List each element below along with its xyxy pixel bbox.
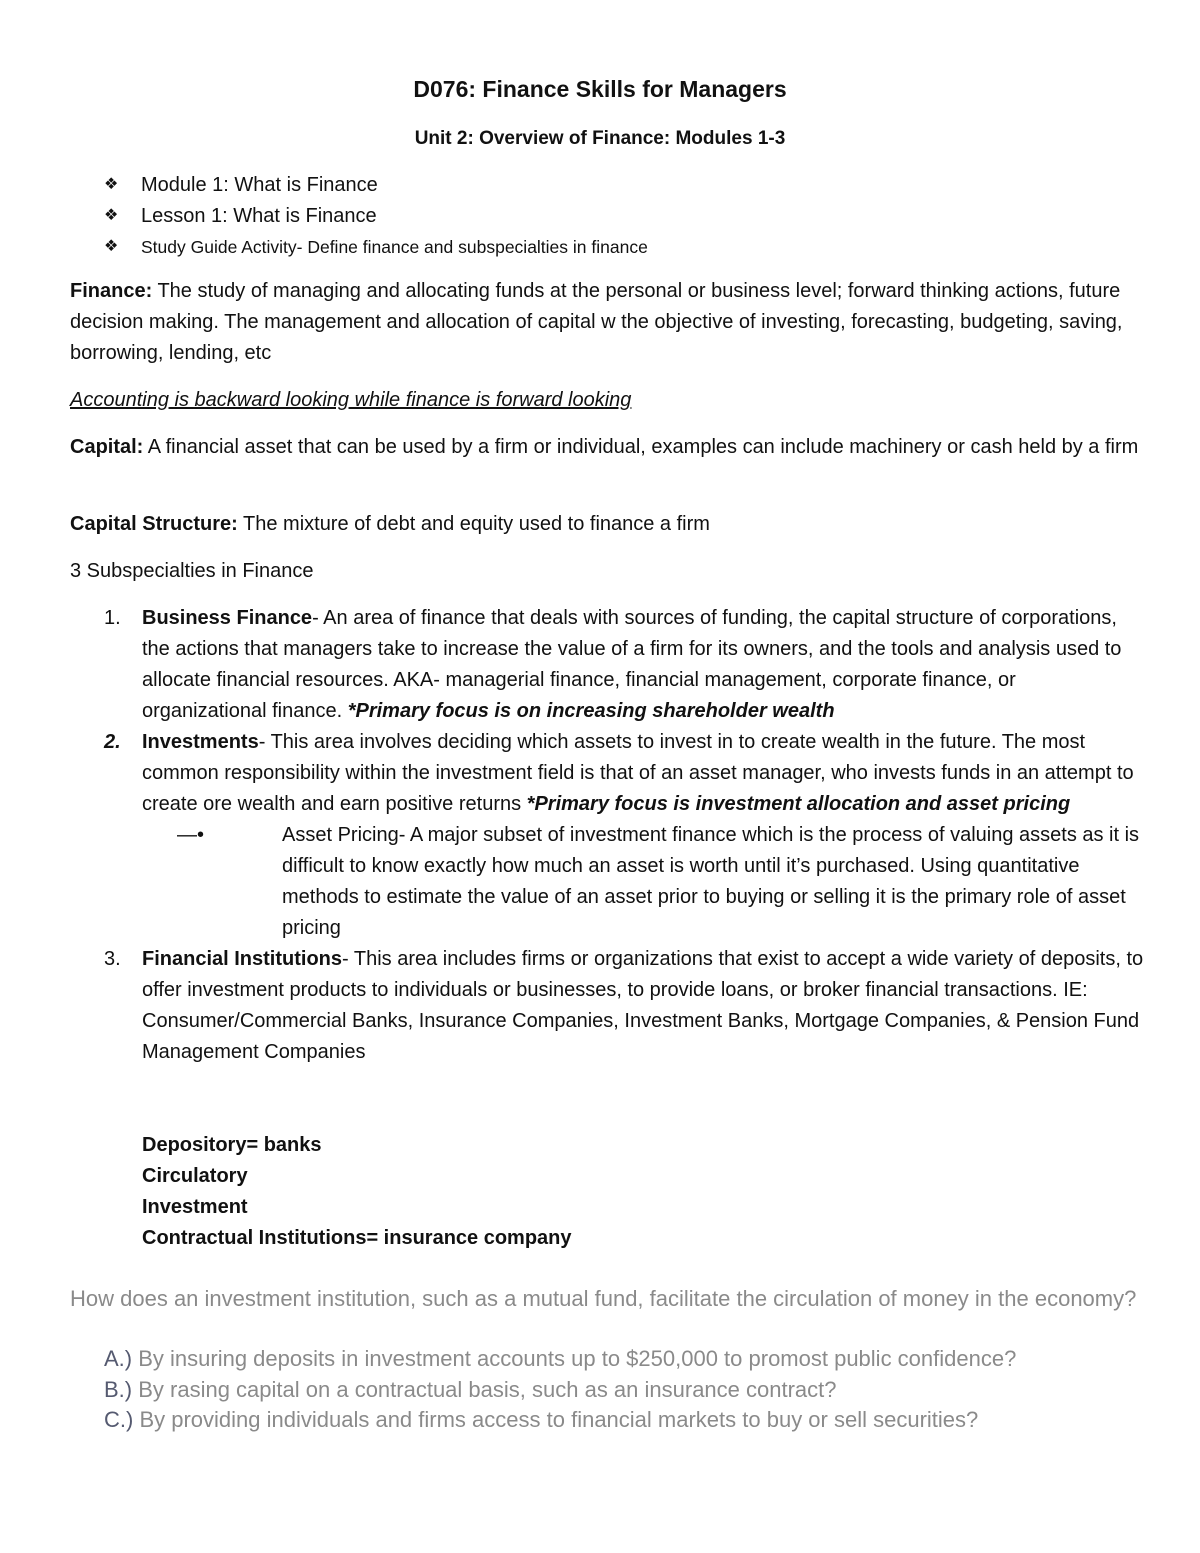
capital-definition-text: A financial asset that can be used by a firm or individual, examples can include machinery or cash held by a firm: [143, 436, 1139, 458]
option-letter: B.): [104, 1376, 133, 1402]
finance-term: Finance:: [70, 280, 153, 302]
subspecialty-text: - This area involves deciding which assets to invest in to create wealth in the future. The most common responsibility within the investment field is that of an asset manager, who invests funds in an attempt to create ore wealth and earn positive returns: [142, 731, 1134, 815]
finance-definition-text: The study of managing and allocating funds at the personal or business level; forward thinking actions, future decision making. The management and allocation of capital w the objective of investing, forecasting, budgeting, saving, borrowing, lending, etc: [70, 280, 1123, 364]
item-number: 3.: [104, 948, 121, 970]
item-number: 2.: [104, 731, 121, 753]
document-subtitle: Unit 2: Overview of Finance: Modules 1-3: [414, 128, 786, 149]
quiz-option: [104, 1405, 1016, 1436]
capital-structure-definition: [70, 509, 1140, 540]
accounting-note: [70, 385, 1140, 416]
diamond-bullet-icon: ❖: [104, 176, 119, 193]
institution-type: Circulatory: [142, 1165, 248, 1187]
bullet-item: [104, 170, 648, 201]
item-number: 1.: [104, 607, 121, 629]
subspecialty-name: Financial Institutions: [142, 948, 343, 970]
quiz-question: How does an investment institution, such as a mutual fund, facilitate the circulation of money in the economy?: [70, 1286, 1137, 1311]
diamond-bullet-icon: ❖: [104, 207, 119, 224]
subspecialty-text: - This area includes firms or organizations that exist to accept a wide variety of deposits, to offer investment products to individuals or businesses, to provide loans, or broker financial transactions. IE: Consumer/Commercial Banks, Insurance Companies, Investment Banks, Mortgage Companies, & Pension Fund Management Companies: [142, 948, 1144, 1063]
option-text: By insuring deposits in investment accounts up to $250,000 to promost public confidence?: [132, 1346, 1017, 1371]
institution-type: Depository= banks: [142, 1134, 322, 1156]
subspecialty-name: Investments: [142, 731, 259, 753]
finance-definition: [70, 276, 1140, 369]
subspecialty-item: [104, 944, 1144, 1068]
capital-definition: [70, 432, 1140, 463]
option-text: By providing individuals and firms access to financial markets to buy or sell securities?: [133, 1407, 979, 1432]
subspecialty-item: [104, 603, 1144, 727]
option-text: By rasing capital on a contractual basis, such as an insurance contract?: [132, 1376, 837, 1402]
quiz-option: [104, 1375, 1016, 1406]
asset-pricing-subitem: [142, 820, 1144, 944]
institution-type: Contractual Institutions= insurance company: [142, 1227, 572, 1249]
capital-term: Capital:: [70, 436, 144, 458]
institution-type: Investment: [142, 1196, 248, 1218]
bullet-text: Study Guide Activity- Define finance and subspecialties in finance: [141, 237, 648, 257]
accounting-note-text: Accounting is backward looking while finance is forward looking: [70, 389, 632, 411]
capital-structure-term: Capital Structure:: [70, 513, 238, 535]
subspecialty-name: Business Finance: [142, 607, 313, 629]
diamond-bullet-icon: ❖: [104, 238, 119, 255]
subspecialty-item: [104, 727, 1144, 944]
subspecialty-text: - An area of finance that deals with sources of funding, the capital structure of corporations, the actions that managers take to increase the value of a firm for its owners, and the tools and analysis used to allocate financial resources. AKA- managerial finance, financial management, corporate finance, or organizational finance.: [142, 607, 1122, 722]
asset-pricing-text: Asset Pricing- A major subset of investment finance which is the process of valuing assets as it is difficult to know exactly how much an asset is worth until it’s purchased. Using quantitative methods to estimate the value of an asset prior to buying or selling it is the primary role of asset pricing: [282, 824, 1140, 939]
subspecialties-heading: 3 Subspecialties in Finance: [70, 560, 314, 582]
institution-types: [142, 1130, 572, 1254]
option-letter: A.): [104, 1346, 133, 1371]
bullet-text: Lesson 1: What is Finance: [141, 205, 377, 227]
option-letter: C.): [104, 1407, 134, 1432]
subspecialty-focus: *Primary focus is investment allocation and asset pricing: [526, 793, 1071, 815]
document-title: D076: Finance Skills for Managers: [413, 76, 787, 102]
subspecialty-focus: *Primary focus is on increasing shareholder wealth: [347, 700, 835, 722]
subspecialties-list: [104, 603, 1144, 1068]
quiz-option: [104, 1344, 1016, 1375]
dash-bullet-icon: —•: [177, 824, 205, 846]
module-bullet-list: [104, 170, 648, 263]
quiz-options: [104, 1344, 1016, 1436]
capital-structure-definition-text: The mixture of debt and equity used to finance a firm: [237, 513, 710, 535]
bullet-text: Module 1: What is Finance: [141, 174, 378, 196]
bullet-item: [104, 232, 648, 263]
bullet-item: [104, 201, 648, 232]
